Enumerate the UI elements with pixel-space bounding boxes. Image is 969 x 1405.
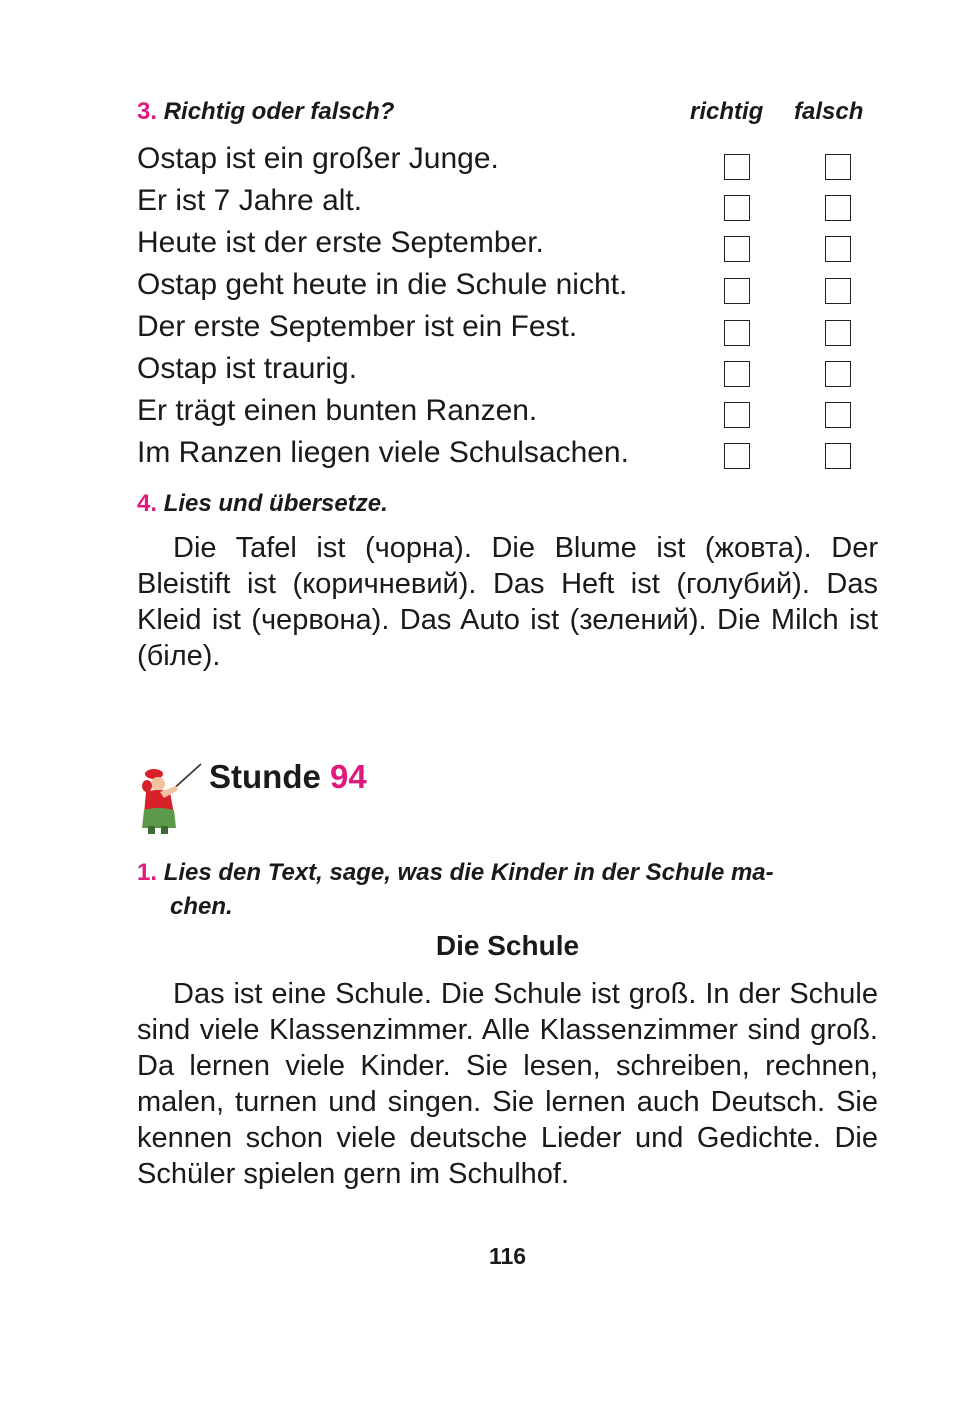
task4-header xyxy=(137,490,388,518)
task1-instruction-line1: Lies den Text, sage, was die Kinder in der Schule ma- xyxy=(163,859,774,886)
statement-5: Der erste September ist ein Fest. xyxy=(137,310,578,343)
falsch-checkbox-4[interactable] xyxy=(825,278,851,304)
richtig-checkbox-2[interactable] xyxy=(724,195,750,221)
teacher-with-pointer-icon xyxy=(138,762,204,836)
column-richtig-label: richtig xyxy=(690,98,764,125)
statement-4: Ostap geht heute in die Schule nicht. xyxy=(137,268,628,301)
statement-6: Ostap ist traurig. xyxy=(137,352,358,385)
statement-3: Heute ist der erste September. xyxy=(137,226,544,259)
falsch-checkbox-6[interactable] xyxy=(825,361,851,387)
richtig-checkbox-5[interactable] xyxy=(724,320,750,346)
task1-header xyxy=(137,856,882,924)
lesson-number: 94 xyxy=(330,758,367,795)
task4-text: Die Tafel ist (чорна). Die Blume ist (жовта). Der Bleistift ist (коричневий). Das Heft ist (голубий). Das Kleid ist (червона). Das Auto ist (зелений). Die Milch ist (біле). xyxy=(137,532,878,672)
task4-text-block xyxy=(137,530,878,674)
statement-1: Ostap ist ein großer Junge. xyxy=(137,142,499,175)
task3-header xyxy=(137,98,394,126)
richtig-checkbox-6[interactable] xyxy=(724,361,750,387)
richtig-checkbox-4[interactable] xyxy=(724,278,750,304)
task1-number: 1. xyxy=(137,859,158,886)
falsch-checkbox-3[interactable] xyxy=(825,236,851,262)
richtig-checkbox-7[interactable] xyxy=(724,402,750,428)
lesson-title-word: Stunde xyxy=(209,758,321,795)
statement-2: Er ist 7 Jahre alt. xyxy=(137,184,363,217)
task4-number: 4. xyxy=(137,490,158,517)
falsch-checkbox-5[interactable] xyxy=(825,320,851,346)
richtig-checkbox-8[interactable] xyxy=(724,443,750,469)
falsch-checkbox-1[interactable] xyxy=(825,154,851,180)
falsch-checkbox-7[interactable] xyxy=(825,402,851,428)
column-falsch-label: falsch xyxy=(794,98,864,125)
story-text: Das ist eine Schule. Die Schule ist groß. In der Schule sind viele Klassenzimmer. Alle Klassenzimmer sind groß. Da lernen viele Kinder. Sie lesen, schreiben, rechnen, malen, turnen und singen. Sie lernen auch Deutsch. Sie kennen schon viele deutsche Lieder und Gedichte. Die Schüler spielen gern im Schulhof. xyxy=(137,978,878,1190)
task3-number: 3. xyxy=(137,98,158,125)
task3-instruction: Richtig oder falsch? xyxy=(163,98,395,125)
statement-7: Er trägt einen bunten Ranzen. xyxy=(137,394,538,427)
richtig-checkbox-1[interactable] xyxy=(724,154,750,180)
story-title: Die Schule xyxy=(435,930,580,961)
task1-instruction-line2: chen. xyxy=(170,893,233,920)
task4-instruction: Lies und übersetze. xyxy=(163,490,388,517)
richtig-checkbox-3[interactable] xyxy=(724,236,750,262)
story-text-block xyxy=(137,976,878,1192)
falsch-checkbox-2[interactable] xyxy=(825,195,851,221)
statement-8: Im Ranzen liegen viele Schulsachen. xyxy=(137,436,629,469)
falsch-checkbox-8[interactable] xyxy=(825,443,851,469)
page-number: 116 xyxy=(488,1243,527,1269)
lesson-title xyxy=(209,758,367,796)
